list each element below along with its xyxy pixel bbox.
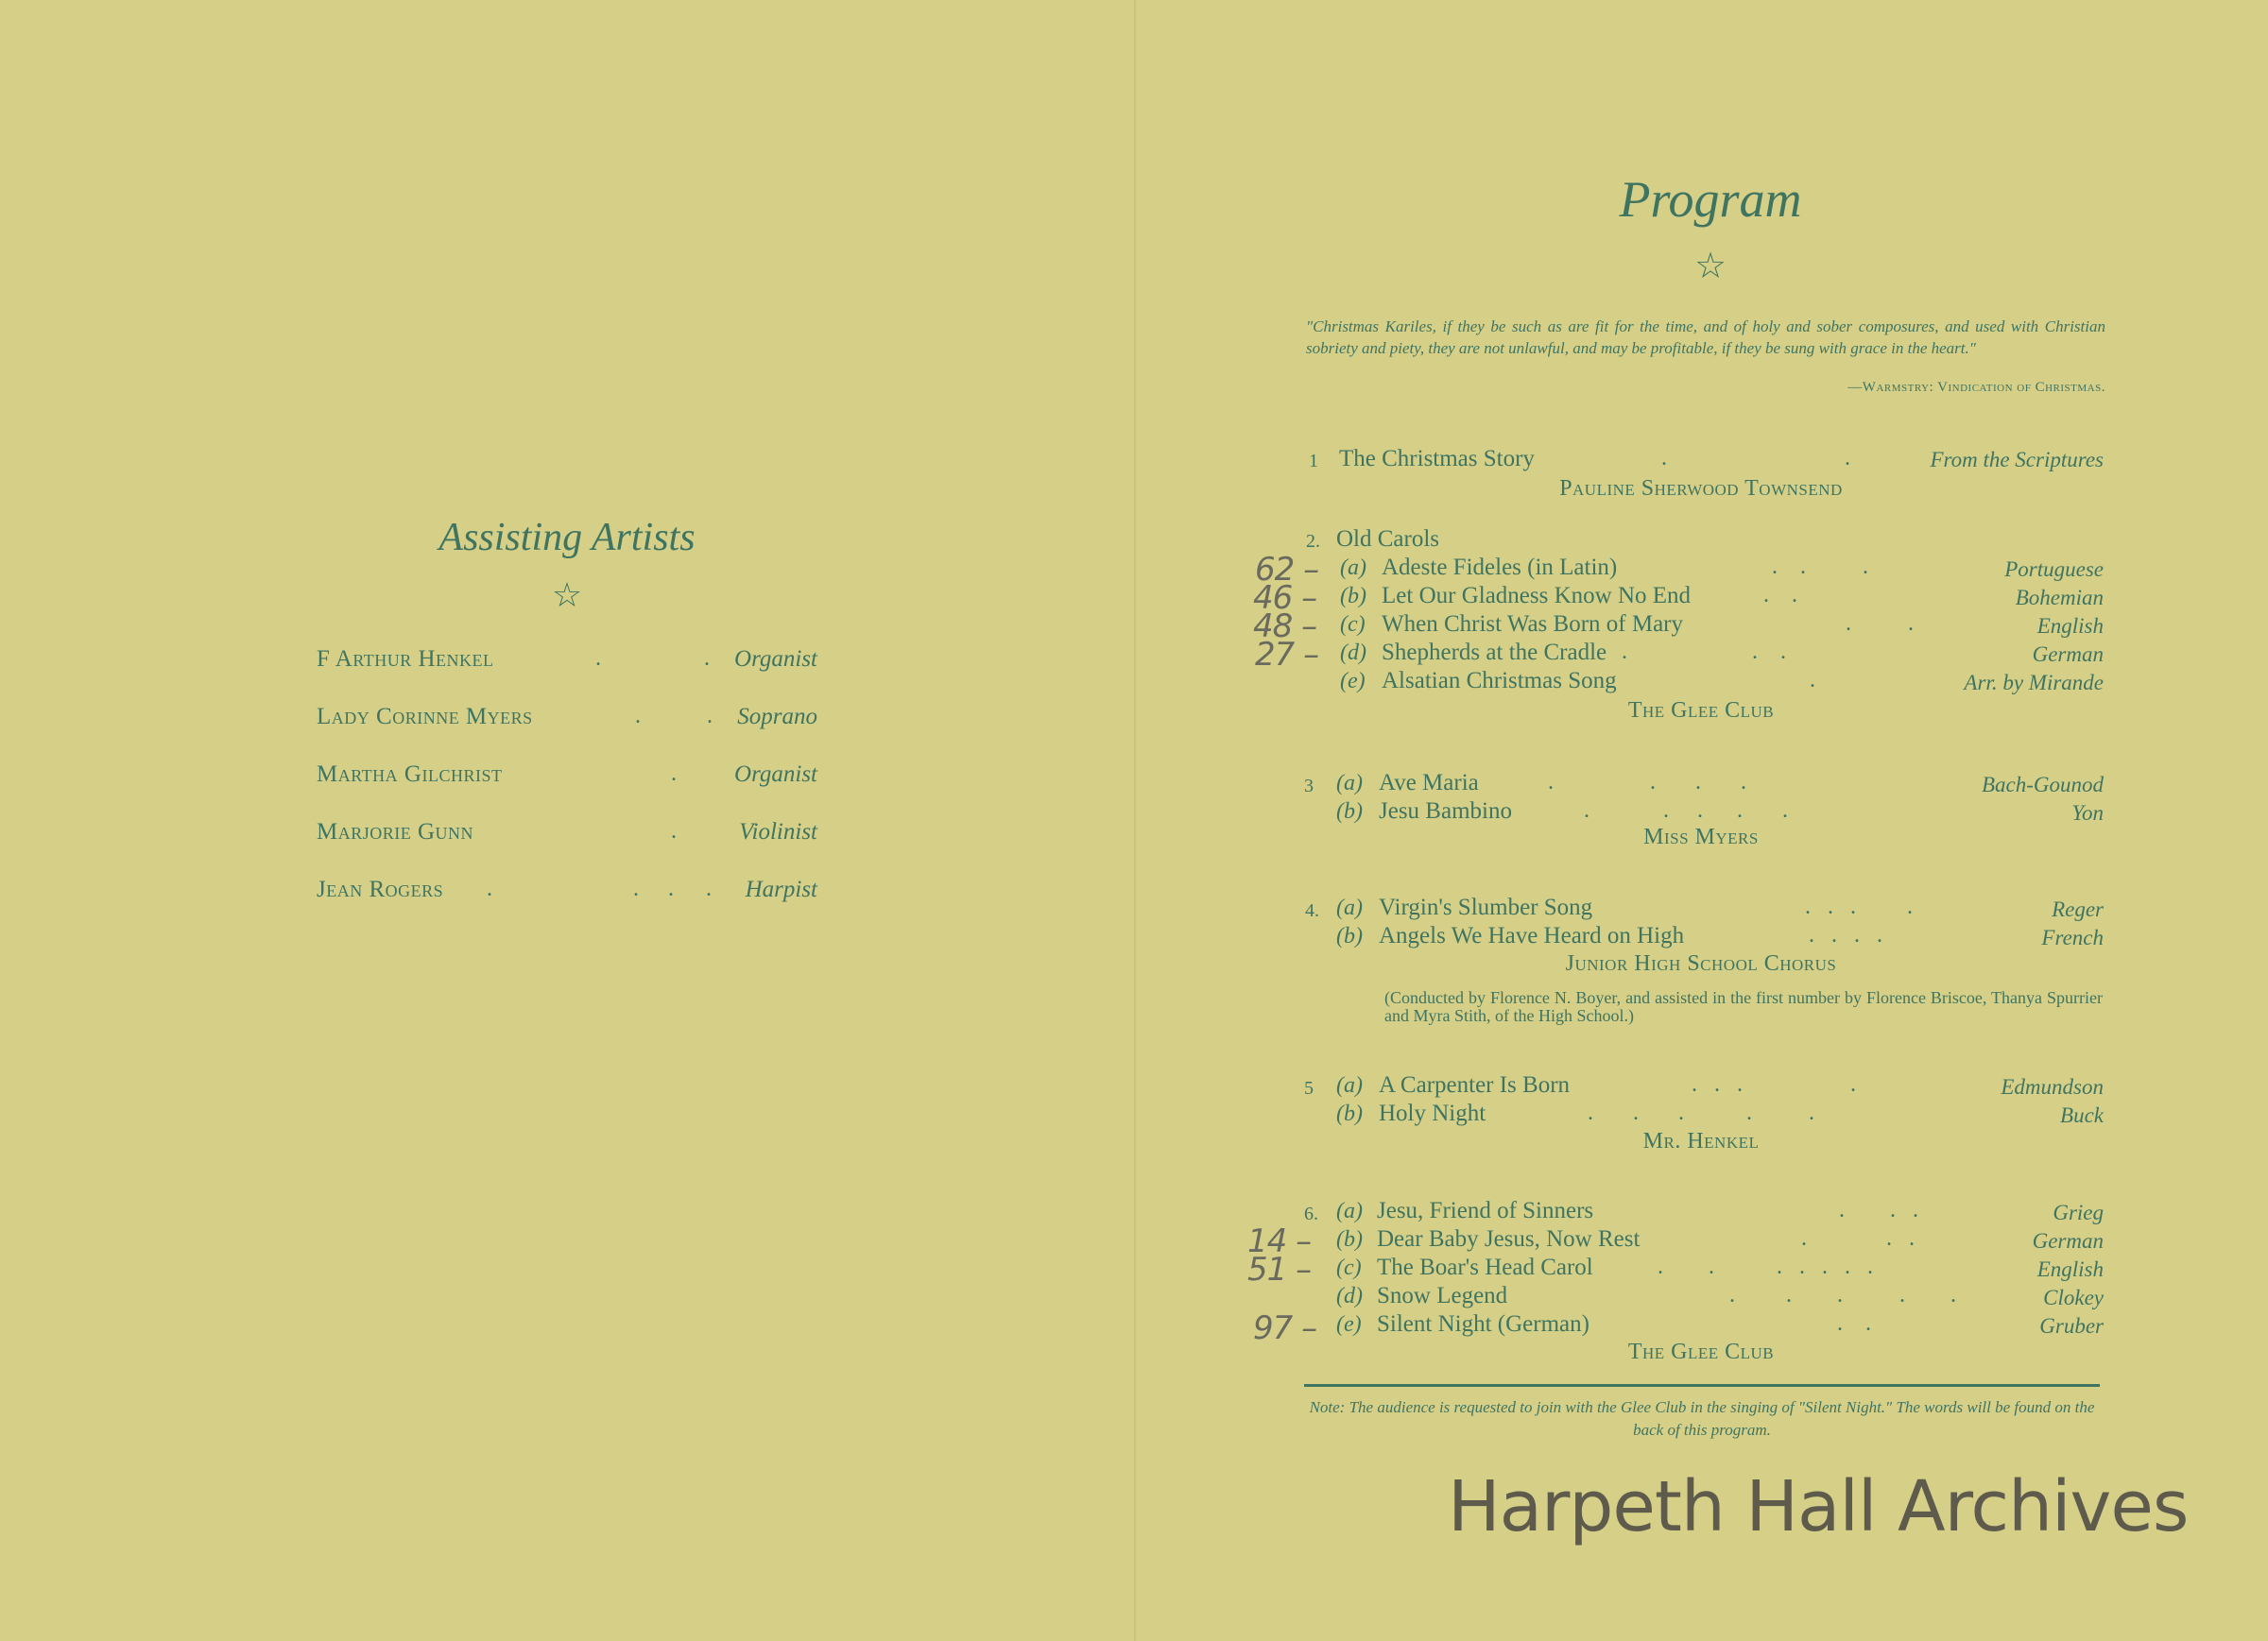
- item-label: (e): [1336, 1312, 1362, 1337]
- artist-name: Lady Corinne Myers: [317, 704, 533, 729]
- artist-name: Martha Gilchrist: [317, 761, 503, 787]
- piece-origin: Grieg: [2053, 1201, 2104, 1224]
- piece-title: Alsatian Christmas Song: [1382, 668, 1617, 693]
- handwritten-note: 14 –: [1247, 1222, 1312, 1260]
- star-icon: ☆: [551, 576, 583, 614]
- performer: The Glee Club: [1627, 1340, 1775, 1364]
- piece-origin: German: [2032, 1229, 2104, 1253]
- piece-title: When Christ Was Born of Mary: [1382, 611, 1684, 637]
- item-label: (a): [1340, 556, 1366, 580]
- item-label: (b): [1336, 924, 1363, 949]
- performer: Mr. Henkel: [1642, 1129, 1760, 1154]
- item-label: (c): [1336, 1256, 1362, 1280]
- section-number: 2.: [1306, 531, 1320, 552]
- footer-note: Note: The audience is requested to join with the Glee Club in the singing of "Silent Night." The words will be found on the back of this program.: [1309, 1398, 2095, 1439]
- item-label: (d): [1340, 641, 1366, 665]
- artist-name: Marjorie Gunn: [317, 819, 474, 845]
- item-label: (b): [1336, 1227, 1363, 1252]
- archive-watermark: Harpeth Hall Archives: [1448, 1466, 2189, 1547]
- artist-role: Violinist: [739, 819, 817, 845]
- artist-row: Marjorie Gunn . Violinist: [317, 819, 817, 845]
- artist-row: F Arthur Henkel . . Organist: [317, 646, 817, 672]
- artist-role: Soprano: [737, 704, 817, 729]
- item-label: (a): [1336, 896, 1363, 920]
- piece-title: Adeste Fideles (in Latin): [1382, 555, 1618, 580]
- performer: Junior High School Chorus: [1565, 951, 1837, 976]
- piece-origin: English: [2036, 1257, 2104, 1281]
- item-label: (a): [1336, 1199, 1363, 1223]
- conductor-note: (Conducted by Florence N. Boyer, and assisted in the first number by Florence Briscoe, Thanya Spurrier and Myra Stith, of the High School.): [1384, 988, 2103, 1025]
- piece-title: Let Our Gladness Know No End: [1382, 583, 1692, 608]
- epigraph-attribution: —Warmstry: Vindication of Christmas.: [1847, 380, 2105, 395]
- piece-origin: Edmundson: [2001, 1075, 2104, 1099]
- piece-title: Jesu Bambino: [1379, 798, 1512, 824]
- piece-title: Ave Maria: [1379, 770, 1479, 795]
- section-number: 4.: [1305, 900, 1319, 921]
- artist-name: F Arthur Henkel: [317, 646, 494, 672]
- piece-origin: Bach-Gounod: [1981, 773, 2104, 796]
- handwritten-note: 97 –: [1253, 1309, 1317, 1347]
- section-heading: Old Carols: [1336, 526, 1440, 552]
- piece-origin: Portuguese: [2004, 557, 2104, 581]
- section-number: 6.: [1304, 1204, 1318, 1224]
- star-icon: ☆: [1693, 247, 1727, 286]
- piece-origin: German: [2032, 642, 2104, 666]
- item-label: (d): [1336, 1284, 1363, 1308]
- piece-title: The Christmas Story: [1339, 446, 1535, 471]
- piece-origin: Buck: [2060, 1103, 2104, 1127]
- piece-title: Virgin's Slumber Song: [1379, 895, 1593, 920]
- piece-origin: English: [2036, 614, 2104, 638]
- piece-origin: Yon: [2071, 801, 2104, 825]
- piece-title: A Carpenter Is Born: [1379, 1072, 1571, 1098]
- piece-origin: Reger: [2052, 897, 2104, 921]
- performer: Miss Myers: [1643, 825, 1759, 849]
- artist-row: Martha Gilchrist . Organist: [317, 761, 817, 787]
- piece-origin: Gruber: [2039, 1314, 2104, 1338]
- item-label: (a): [1336, 1073, 1363, 1098]
- performer: The Glee Club: [1627, 698, 1775, 723]
- piece-title: Holy Night: [1379, 1101, 1486, 1126]
- assisting-artists-title: Assisting Artists: [438, 516, 696, 559]
- artist-name: Jean Rogers: [317, 877, 444, 902]
- piece-origin: French: [2041, 926, 2104, 949]
- section-number: 3: [1304, 776, 1314, 796]
- artist-role: Organist: [734, 646, 817, 672]
- artist-row: Jean Rogers . . . . Harpist: [317, 877, 817, 902]
- item-label: (b): [1336, 1102, 1363, 1126]
- artist-row: Lady Corinne Myers . . Soprano: [317, 704, 817, 729]
- handwritten-note: 27 –: [1255, 636, 1319, 674]
- item-label: (b): [1336, 799, 1363, 824]
- piece-title: Jesu, Friend of Sinners: [1377, 1198, 1594, 1223]
- item-label: (a): [1336, 771, 1363, 795]
- item-label: (b): [1340, 584, 1366, 608]
- epigraph-quote: "Christmas Kariles, if they be such as are fit for the time, and of holy and sober composures, and used with Christian sobriety and piety, they are not unlawful, and may be profitable, if they be sung with grace in the heart.": [1306, 317, 2105, 357]
- piece-origin: From the Scriptures: [1930, 448, 2104, 471]
- divider: [1304, 1384, 2100, 1387]
- handwritten-note: 48 –: [1253, 607, 1317, 645]
- piece-title: Shepherds at the Cradle: [1382, 640, 1607, 665]
- piece-title: Angels We Have Heard on High: [1379, 923, 1685, 949]
- performer: Pauline Sherwood Townsend: [1559, 476, 1843, 501]
- program-title: Program: [1619, 171, 1802, 228]
- handwritten-note: 51 –: [1247, 1251, 1312, 1289]
- artist-role: Harpist: [745, 877, 817, 902]
- item-label: (e): [1340, 669, 1366, 693]
- handwritten-note: 62 –: [1255, 551, 1319, 589]
- piece-title: Dear Baby Jesus, Now Rest: [1377, 1226, 1641, 1252]
- piece-title: Silent Night (German): [1377, 1311, 1589, 1337]
- piece-title: The Boar's Head Carol: [1377, 1255, 1593, 1280]
- item-label: (c): [1340, 612, 1366, 637]
- piece-origin: Bohemian: [2015, 586, 2104, 609]
- piece-origin: Clokey: [2043, 1286, 2104, 1309]
- piece-origin: Arr. by Mirande: [1964, 671, 2104, 694]
- section-number: 5: [1304, 1078, 1314, 1099]
- artist-role: Organist: [734, 761, 817, 787]
- page-fold: [1134, 0, 1136, 1641]
- piece-title: Snow Legend: [1377, 1283, 1508, 1308]
- handwritten-note: 46 –: [1253, 579, 1317, 617]
- section-number: 1: [1309, 451, 1318, 471]
